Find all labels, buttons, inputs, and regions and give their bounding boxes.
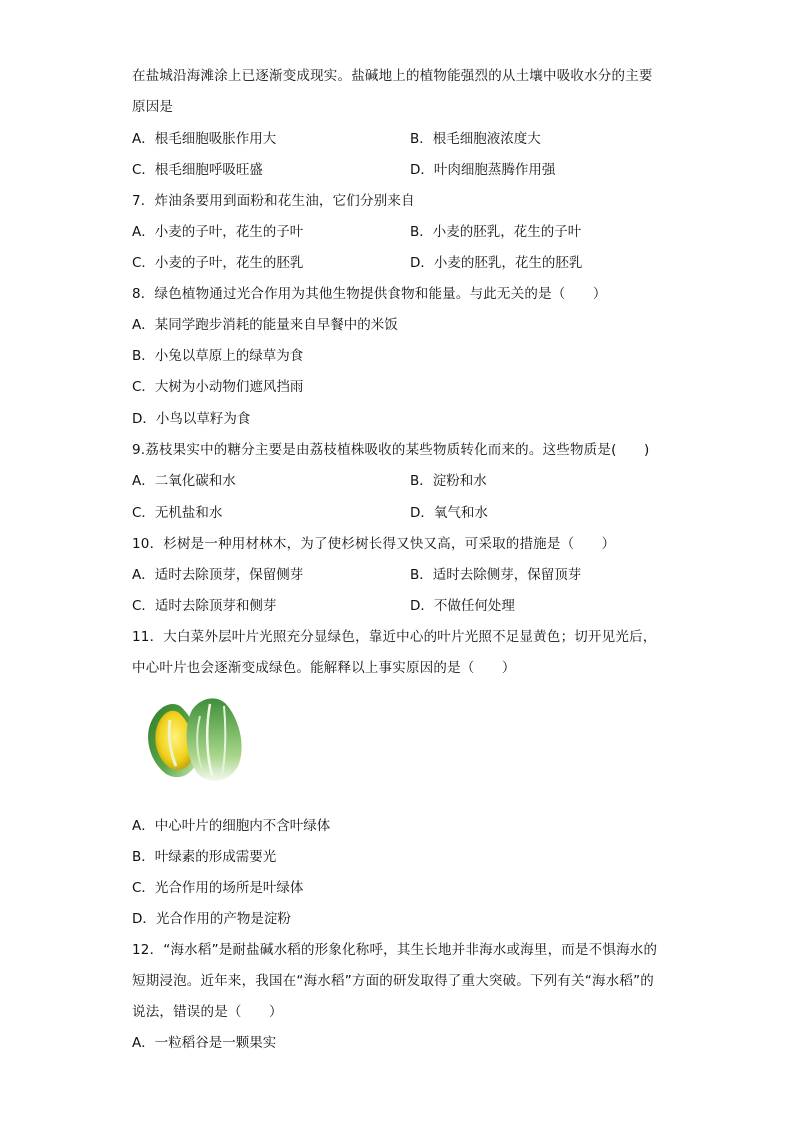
q6-option-a: A．根毛细胞吸胀作用大 [132, 131, 277, 147]
q6-option-d: D．叶肉细胞蒸腾作用强 [410, 162, 556, 178]
q8-option-a: A．某同学跑步消耗的能量来自早餐中的米饭 [132, 317, 398, 333]
q11-option-a: A．中心叶片的细胞内不含叶绿体 [132, 818, 331, 834]
q12-stem-line1: 12．“海水稻”是耐盐碱水稻的形象化称呼，其生长地并非海水或海里，而是不惧海水的 [132, 942, 658, 958]
q7-option-c: C．小麦的子叶，花生的胚乳 [132, 255, 304, 271]
q11-stem-line2: 中心叶片也会逐渐变成绿色。能解释以上事实原因的是（ ） [132, 660, 516, 676]
q10-stem: 10．杉树是一种用材林木，为了使杉树长得又快又高，可采取的措施是（ ） [132, 536, 616, 552]
q9-option-d: D．氧气和水 [410, 505, 488, 521]
q9-option-a: A．二氧化碳和水 [132, 473, 236, 489]
q11-stem-line1: 11．大白菜外层叶片光照充分显绿色，靠近中心的叶片光照不足显黄色；切开见光后， [132, 629, 657, 645]
q6-stem-line2: 原因是 [132, 99, 174, 115]
q7-option-b: B．小麦的胚乳，花生的子叶 [410, 224, 582, 240]
q12-option-a: A．一粒稻谷是一颗果实 [132, 1035, 277, 1051]
q9-stem: 9.荔枝果实中的糖分主要是由荔枝植株吸收的某些物质转化而来的。这些物质是( ) [132, 442, 650, 458]
q11-option-b: B．叶绿素的形成需要光 [132, 849, 277, 865]
q8-stem: 8．绿色植物通过光合作用为其他生物提供食物和能量。与此无关的是（ ） [132, 286, 607, 302]
q7-stem: 7．炸油条要用到面粉和花生油，它们分别来自 [132, 193, 415, 209]
chinese-cabbage-illustration [140, 690, 250, 786]
q12-stem-line2: 短期浸泡。近年来，我国在“海水稻”方面的研发取得了重大突破。下列有关“海水稻”的 [132, 973, 654, 989]
q11-option-d: D．光合作用的产物是淀粉 [132, 911, 291, 927]
q8-option-c: C．大树为小动物们遮风挡雨 [132, 379, 304, 395]
q8-option-d: D．小鸟以草籽为食 [132, 411, 251, 427]
q10-option-c: C．适时去除顶芽和侧芽 [132, 598, 277, 614]
q6-stem-line1: 在盐城沿海滩涂上已逐渐变成现实。盐碱地上的植物能强烈的从土壤中吸收水分的主要 [132, 68, 653, 84]
q6-option-b: B．根毛细胞液浓度大 [410, 131, 541, 147]
q7-option-d: D．小麦的胚乳，花生的胚乳 [410, 255, 583, 271]
cabbage-icon [140, 690, 250, 786]
q12-stem-line3: 说法，错误的是（ ） [132, 1004, 283, 1020]
q10-option-a: A．适时去除顶芽，保留侧芽 [132, 567, 304, 583]
q7-option-a: A．小麦的子叶，花生的子叶 [132, 224, 304, 240]
q9-option-b: B．淀粉和水 [410, 473, 487, 489]
q10-option-d: D．不做任何处理 [410, 598, 515, 614]
q11-option-c: C．光合作用的场所是叶绿体 [132, 880, 304, 896]
q8-option-b: B．小兔以草原上的绿草为食 [132, 348, 304, 364]
q9-option-c: C．无机盐和水 [132, 505, 223, 521]
q10-option-b: B．适时去除侧芽，保留顶芽 [410, 567, 582, 583]
q6-option-c: C．根毛细胞呼吸旺盛 [132, 162, 263, 178]
